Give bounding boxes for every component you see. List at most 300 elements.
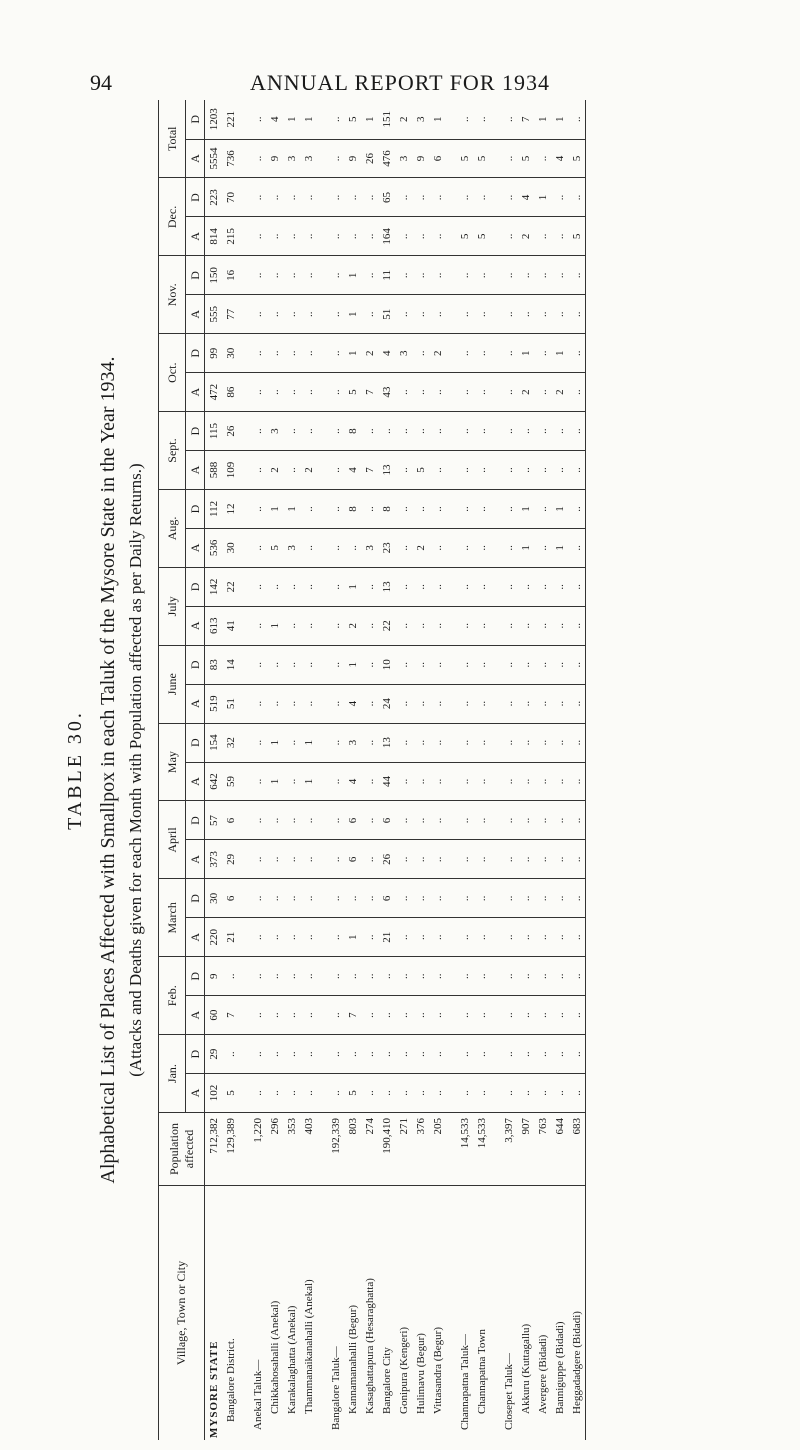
table-row: [239, 100, 249, 1440]
attacks-cell: 7: [344, 996, 361, 1035]
attacks-cell: 4: [551, 139, 568, 178]
attacks-cell: ..: [412, 217, 429, 256]
attacks-cell: ..: [300, 295, 317, 334]
attacks-cell: ..: [249, 373, 266, 412]
attacks-cell: ..: [361, 762, 378, 801]
attacks-cell: ..: [568, 840, 586, 879]
deaths-cell: ..: [412, 801, 429, 840]
spacer-cell: [239, 918, 249, 957]
attacks-cell: ..: [456, 762, 473, 801]
spacer-cell: [239, 373, 249, 412]
place-name: Channapatna Town: [475, 1329, 488, 1414]
deaths-cell: ..: [568, 412, 586, 451]
deaths-cell: 65: [378, 178, 395, 217]
month-header: Sept.: [159, 412, 186, 490]
population-cell: 14,533: [456, 1113, 473, 1186]
attacks-cell: ..: [378, 1074, 395, 1113]
deaths-cell: 9: [205, 957, 223, 996]
spacer-cell: [446, 801, 456, 840]
deaths-cell: ..: [568, 879, 586, 918]
deaths-cell: ..: [473, 100, 490, 139]
deaths-cell: ..: [327, 567, 344, 606]
deaths-cell: ..: [473, 879, 490, 918]
deaths-cell: 150: [205, 256, 223, 295]
attacks-cell: ..: [500, 762, 517, 801]
spacer-cell: [490, 256, 500, 295]
spacer-cell: [317, 879, 327, 918]
spacer-cell: [490, 879, 500, 918]
spacer-cell: [317, 178, 327, 217]
attacks-cell: ..: [249, 528, 266, 567]
attacks-cell: ..: [551, 840, 568, 879]
attacks-cell: ..: [412, 295, 429, 334]
attacks-cell: ..: [300, 373, 317, 412]
attacks-cell: ..: [473, 606, 490, 645]
deaths-cell: 30: [205, 879, 223, 918]
attacks-cell: 43: [378, 373, 395, 412]
attacks-cell: 22: [378, 606, 395, 645]
spacer-cell: [317, 295, 327, 334]
deaths-cell: ..: [361, 801, 378, 840]
deaths-header: D: [186, 645, 205, 684]
deaths-cell: ..: [266, 178, 283, 217]
deaths-cell: 142: [205, 567, 223, 606]
spacer-cell: [239, 723, 249, 762]
attacks-cell: 26: [361, 139, 378, 178]
deaths-cell: 10: [378, 645, 395, 684]
attacks-cell: 109: [222, 451, 239, 490]
attacks-header: A: [186, 295, 205, 334]
attacks-cell: ..: [517, 295, 534, 334]
deaths-cell: ..: [551, 1035, 568, 1074]
attacks-cell: ..: [456, 451, 473, 490]
place-name: Closepet Taluk—: [502, 1353, 515, 1430]
deaths-cell: ..: [412, 334, 429, 373]
attacks-cell: ..: [473, 918, 490, 957]
attacks-header: A: [186, 840, 205, 879]
attacks-cell: 86: [222, 373, 239, 412]
deaths-cell: 16: [222, 256, 239, 295]
attacks-header: A: [186, 217, 205, 256]
place-name: Thammanaikanahalli (Anekal): [302, 1279, 315, 1414]
deaths-cell: 14: [222, 645, 239, 684]
attacks-cell: 555: [205, 295, 223, 334]
deaths-cell: ..: [517, 645, 534, 684]
deaths-cell: ..: [517, 567, 534, 606]
deaths-cell: ..: [395, 801, 412, 840]
deaths-cell: ..: [473, 334, 490, 373]
deaths-cell: ..: [266, 957, 283, 996]
place-name: Heggadadgere (Bidadi): [568, 1186, 586, 1441]
spacer-cell: [317, 1074, 327, 1113]
attacks-cell: ..: [395, 451, 412, 490]
attacks-cell: 1: [551, 528, 568, 567]
attacks-cell: ..: [500, 684, 517, 723]
deaths-cell: ..: [222, 957, 239, 996]
deaths-cell: ..: [412, 256, 429, 295]
deaths-cell: ..: [534, 645, 551, 684]
attacks-cell: ..: [429, 840, 446, 879]
table-row: [517, 100, 534, 1440]
attacks-cell: ..: [500, 528, 517, 567]
attacks-cell: ..: [473, 528, 490, 567]
attacks-cell: 5: [412, 451, 429, 490]
attacks-cell: ..: [300, 840, 317, 879]
spacer-cell: [446, 412, 456, 451]
attacks-cell: ..: [283, 762, 300, 801]
spacer-cell: [490, 567, 500, 606]
attacks-cell: 7: [361, 451, 378, 490]
spacer-cell: [490, 723, 500, 762]
spacer-cell: [239, 1113, 249, 1186]
deaths-cell: ..: [361, 256, 378, 295]
deaths-cell: ..: [412, 879, 429, 918]
table-row: [378, 100, 395, 1440]
attacks-cell: ..: [300, 1074, 317, 1113]
population-cell: 712,382: [205, 1113, 223, 1186]
attacks-cell: ..: [568, 373, 586, 412]
spacer-cell: [239, 256, 249, 295]
deaths-cell: ..: [500, 723, 517, 762]
spacer-cell: [239, 412, 249, 451]
table-body: [205, 100, 586, 1440]
attacks-cell: ..: [412, 1074, 429, 1113]
deaths-cell: ..: [473, 957, 490, 996]
deaths-cell: ..: [283, 957, 300, 996]
deaths-cell: ..: [412, 490, 429, 529]
attacks-cell: 2: [300, 451, 317, 490]
attacks-header: A: [186, 451, 205, 490]
attacks-cell: ..: [500, 840, 517, 879]
table-row: [490, 100, 500, 1440]
attacks-cell: ..: [429, 373, 446, 412]
deaths-cell: ..: [534, 334, 551, 373]
spacer-cell: [239, 879, 249, 918]
deaths-cell: ..: [222, 1035, 239, 1074]
attacks-cell: ..: [429, 762, 446, 801]
attacks-cell: 736: [222, 139, 239, 178]
place-name: Hulimavu (Begur): [414, 1333, 427, 1414]
place-name: Karakalaghatta (Anekal): [285, 1305, 298, 1414]
attacks-cell: ..: [344, 528, 361, 567]
deaths-cell: ..: [473, 256, 490, 295]
attacks-cell: 536: [205, 528, 223, 567]
deaths-cell: ..: [473, 412, 490, 451]
attacks-cell: ..: [500, 606, 517, 645]
spacer-cell: [490, 217, 500, 256]
village-column-header: Village, Town or City: [159, 1186, 205, 1441]
month-header: Jan.: [159, 1035, 186, 1113]
deaths-cell: ..: [500, 490, 517, 529]
attacks-cell: ..: [568, 996, 586, 1035]
deaths-cell: ..: [249, 879, 266, 918]
attacks-cell: 5: [473, 217, 490, 256]
attacks-cell: ..: [412, 606, 429, 645]
attacks-cell: ..: [551, 684, 568, 723]
deaths-cell: ..: [283, 256, 300, 295]
place-name: Bangalore Taluk—: [329, 1346, 342, 1430]
attacks-cell: 2: [412, 528, 429, 567]
attacks-cell: ..: [517, 606, 534, 645]
spacer-cell: [239, 217, 249, 256]
attacks-cell: 5: [517, 139, 534, 178]
table-row: [500, 100, 517, 1440]
deaths-cell: 70: [222, 178, 239, 217]
deaths-cell: ..: [568, 100, 586, 139]
deaths-cell: ..: [266, 801, 283, 840]
attacks-cell: 2: [517, 217, 534, 256]
spacer-cell: [446, 723, 456, 762]
deaths-cell: ..: [473, 567, 490, 606]
attacks-cell: ..: [429, 295, 446, 334]
spacer-cell: [239, 334, 249, 373]
table-caption: [64, 100, 146, 1440]
spacer-cell: [239, 957, 249, 996]
deaths-cell: 1: [344, 334, 361, 373]
deaths-cell: ..: [283, 412, 300, 451]
deaths-cell: ..: [551, 178, 568, 217]
deaths-cell: 1: [300, 723, 317, 762]
deaths-cell: 112: [205, 490, 223, 529]
table-row: [429, 100, 446, 1440]
attacks-cell: ..: [412, 373, 429, 412]
attacks-cell: ..: [361, 606, 378, 645]
attacks-cell: 373: [205, 840, 223, 879]
attacks-cell: 2: [551, 373, 568, 412]
deaths-cell: ..: [534, 1035, 551, 1074]
attacks-cell: ..: [568, 762, 586, 801]
spacer-cell: [239, 178, 249, 217]
deaths-cell: ..: [283, 723, 300, 762]
deaths-cell: 1: [361, 100, 378, 139]
population-cell: 271: [395, 1113, 412, 1186]
deaths-cell: 8: [344, 490, 361, 529]
deaths-cell: ..: [429, 567, 446, 606]
deaths-cell: ..: [361, 645, 378, 684]
deaths-cell: ..: [395, 957, 412, 996]
attacks-cell: ..: [534, 139, 551, 178]
deaths-cell: ..: [266, 567, 283, 606]
deaths-cell: ..: [568, 957, 586, 996]
deaths-cell: 3: [412, 100, 429, 139]
deaths-cell: ..: [378, 957, 395, 996]
spacer-cell: [446, 1074, 456, 1113]
spacer-cell: [239, 490, 249, 529]
deaths-cell: ..: [249, 412, 266, 451]
attacks-cell: ..: [361, 840, 378, 879]
population-cell: 129,389: [222, 1113, 239, 1186]
population-cell: 14,533: [473, 1113, 490, 1186]
attacks-cell: 23: [378, 528, 395, 567]
deaths-cell: 99: [205, 334, 223, 373]
deaths-cell: ..: [500, 412, 517, 451]
table-row: [412, 100, 429, 1440]
attacks-cell: ..: [517, 451, 534, 490]
attacks-cell: ..: [534, 451, 551, 490]
deaths-cell: ..: [456, 1035, 473, 1074]
attacks-cell: ..: [249, 295, 266, 334]
deaths-cell: ..: [534, 723, 551, 762]
deaths-cell: ..: [300, 1035, 317, 1074]
attacks-cell: ..: [551, 295, 568, 334]
deaths-cell: ..: [283, 334, 300, 373]
deaths-cell: ..: [500, 645, 517, 684]
attacks-cell: ..: [266, 217, 283, 256]
place-name: Bangalore City: [380, 1347, 393, 1414]
attacks-cell: ..: [429, 918, 446, 957]
deaths-cell: 6: [222, 879, 239, 918]
deaths-cell: 115: [205, 412, 223, 451]
table-row: [344, 100, 361, 1440]
deaths-cell: ..: [344, 879, 361, 918]
deaths-cell: 26: [222, 412, 239, 451]
deaths-cell: 1: [266, 490, 283, 529]
deaths-cell: ..: [517, 412, 534, 451]
attacks-cell: 4: [344, 451, 361, 490]
deaths-cell: ..: [473, 801, 490, 840]
month-header: Aug.: [159, 490, 186, 568]
deaths-cell: 5: [344, 100, 361, 139]
attacks-cell: 588: [205, 451, 223, 490]
deaths-cell: ..: [500, 567, 517, 606]
deaths-cell: 1: [266, 723, 283, 762]
deaths-cell: ..: [534, 879, 551, 918]
deaths-cell: ..: [429, 645, 446, 684]
table-label: TABLE 30.: [64, 710, 86, 830]
deaths-cell: ..: [412, 567, 429, 606]
deaths-cell: ..: [456, 723, 473, 762]
attacks-cell: 4: [344, 762, 361, 801]
deaths-cell: ..: [395, 1035, 412, 1074]
deaths-cell: ..: [266, 1035, 283, 1074]
deaths-cell: ..: [327, 801, 344, 840]
spacer-cell: [239, 606, 249, 645]
place-name: Vittasandra (Begur): [431, 1326, 444, 1414]
deaths-cell: ..: [473, 490, 490, 529]
deaths-cell: ..: [300, 412, 317, 451]
smallpox-table: [158, 100, 586, 1440]
deaths-cell: ..: [412, 1035, 429, 1074]
deaths-cell: ..: [283, 645, 300, 684]
attacks-cell: ..: [327, 606, 344, 645]
attacks-cell: 1: [344, 918, 361, 957]
deaths-cell: ..: [249, 645, 266, 684]
attacks-cell: 476: [378, 139, 395, 178]
attacks-cell: 1: [266, 762, 283, 801]
attacks-cell: 4: [344, 684, 361, 723]
deaths-cell: 1: [283, 100, 300, 139]
attacks-cell: 24: [378, 684, 395, 723]
deaths-cell: ..: [395, 879, 412, 918]
deaths-cell: ..: [395, 490, 412, 529]
attacks-cell: 13: [378, 451, 395, 490]
attacks-cell: ..: [395, 528, 412, 567]
attacks-cell: ..: [266, 684, 283, 723]
deaths-cell: ..: [395, 178, 412, 217]
deaths-cell: ..: [327, 178, 344, 217]
spacer-cell: [490, 801, 500, 840]
attacks-cell: ..: [429, 528, 446, 567]
deaths-cell: ..: [568, 334, 586, 373]
deaths-cell: ..: [568, 723, 586, 762]
table-row: [222, 100, 239, 1440]
attacks-cell: ..: [249, 139, 266, 178]
deaths-cell: 13: [378, 723, 395, 762]
attacks-cell: ..: [283, 295, 300, 334]
month-header: Dec.: [159, 178, 186, 256]
attacks-cell: ..: [412, 840, 429, 879]
attacks-cell: ..: [429, 1074, 446, 1113]
spacer-cell: [239, 762, 249, 801]
attacks-cell: ..: [395, 217, 412, 256]
spacer-cell: [317, 801, 327, 840]
spacer-cell: [317, 1113, 327, 1186]
deaths-cell: ..: [429, 256, 446, 295]
deaths-cell: ..: [283, 567, 300, 606]
spacer-cell: [446, 373, 456, 412]
deaths-cell: 1: [551, 100, 568, 139]
attacks-cell: ..: [568, 918, 586, 957]
attacks-cell: ..: [327, 528, 344, 567]
deaths-cell: ..: [500, 879, 517, 918]
attacks-cell: ..: [327, 762, 344, 801]
attacks-cell: ..: [456, 528, 473, 567]
attacks-cell: 1: [344, 295, 361, 334]
attacks-cell: ..: [568, 684, 586, 723]
attacks-cell: ..: [456, 606, 473, 645]
deaths-cell: 8: [344, 412, 361, 451]
attacks-cell: ..: [361, 684, 378, 723]
attacks-cell: 3: [395, 139, 412, 178]
attacks-cell: ..: [249, 606, 266, 645]
attacks-cell: ..: [456, 918, 473, 957]
spacer-cell: [239, 645, 249, 684]
spacer-cell: [446, 295, 456, 334]
place-name: Chikkahosahalli (Anekal): [268, 1300, 281, 1414]
deaths-cell: 4: [378, 334, 395, 373]
deaths-header: D: [186, 1035, 205, 1074]
attacks-cell: ..: [378, 996, 395, 1035]
attacks-cell: ..: [534, 840, 551, 879]
deaths-cell: ..: [473, 1035, 490, 1074]
deaths-cell: ..: [361, 178, 378, 217]
attacks-cell: 5: [568, 217, 586, 256]
deaths-cell: ..: [500, 1035, 517, 1074]
attacks-cell: ..: [327, 996, 344, 1035]
deaths-cell: 2: [361, 334, 378, 373]
page-number: 94: [90, 70, 112, 95]
attacks-cell: ..: [500, 217, 517, 256]
deaths-cell: ..: [327, 256, 344, 295]
attacks-cell: ..: [361, 918, 378, 957]
deaths-cell: ..: [429, 723, 446, 762]
month-header-row: [159, 100, 186, 1440]
attacks-cell: ..: [429, 451, 446, 490]
attacks-cell: ..: [361, 996, 378, 1035]
attacks-cell: 3: [300, 139, 317, 178]
attacks-cell: ..: [534, 1074, 551, 1113]
attacks-cell: 5: [266, 528, 283, 567]
deaths-cell: ..: [361, 723, 378, 762]
attacks-cell: ..: [395, 373, 412, 412]
attacks-cell: ..: [568, 606, 586, 645]
attacks-cell: ..: [395, 918, 412, 957]
attacks-cell: ..: [412, 762, 429, 801]
spacer-cell: [446, 567, 456, 606]
place-name: Kasaghattapura (Hesaraghatta): [363, 1278, 376, 1414]
deaths-cell: 22: [222, 567, 239, 606]
spacer-cell: [317, 840, 327, 879]
